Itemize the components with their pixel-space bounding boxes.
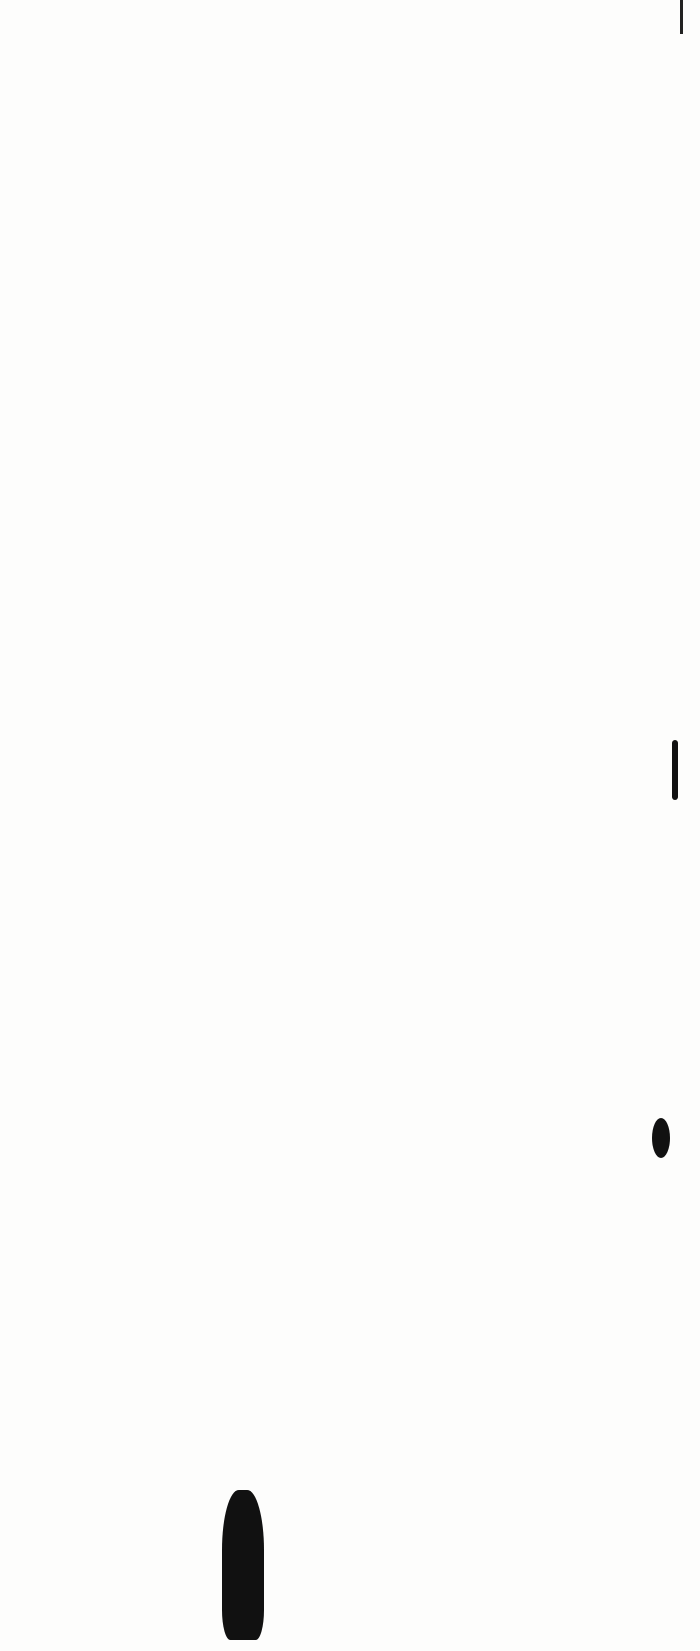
- station-1ya: [0, 0, 700, 14]
- edge-rule-mark: [680, 0, 683, 34]
- ink-blot-mark-small: [672, 740, 678, 800]
- ink-blot-mark: [652, 1118, 670, 1158]
- ink-smudge-mark: [222, 1490, 264, 1640]
